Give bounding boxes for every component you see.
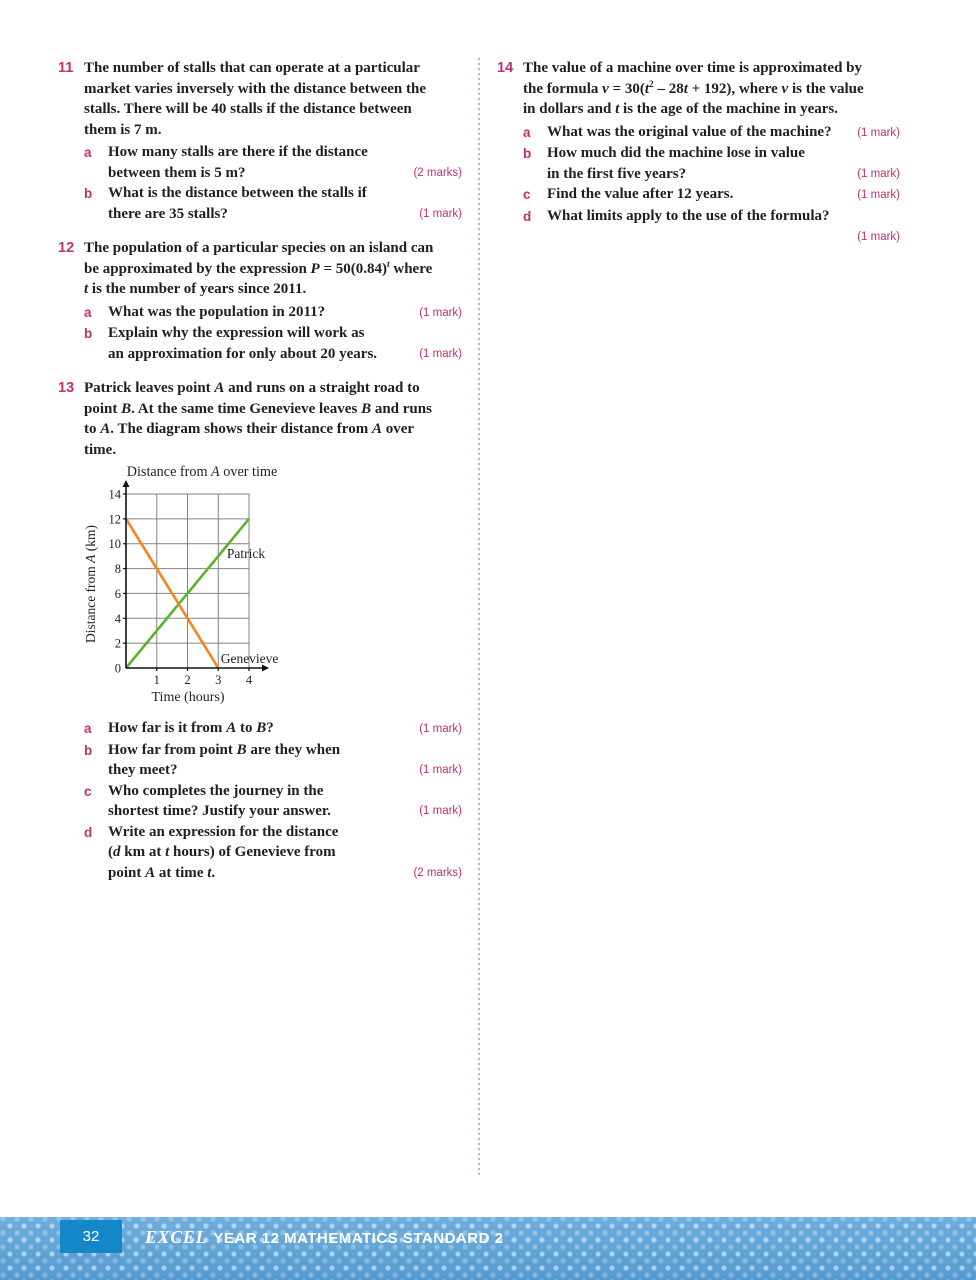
column-left — [58, 58, 462, 897]
question-intro: The number of stalls that can operate at a particular market varies inversely with the distance between the stalls. There will be 40 stalls if the distance between them is 7 m. — [84, 60, 427, 138]
part-c — [523, 184, 900, 206]
part-letter: a — [523, 124, 531, 140]
question-intro: The value of a machine over time is approximated by the formula $v = 30(t^2 - 28t + 192)$, where v is the value in dollars and t is the age of the machine in years. — [523, 60, 864, 117]
marks-label: (1 mark) — [419, 207, 462, 220]
part-letter: c — [84, 783, 92, 799]
question-14 — [497, 58, 900, 248]
part-text: Write an expression for the distance (d km at t hours) of Genevieve from point A at time t. — [108, 823, 339, 881]
part-b — [523, 143, 900, 184]
part-d — [84, 822, 462, 884]
x-tick-label: 1 — [153, 673, 160, 687]
part-letter: d — [523, 208, 532, 224]
y-tick-label: 14 — [108, 487, 121, 502]
question-parts — [84, 142, 462, 224]
genevieve-label: Genevieve — [220, 650, 279, 666]
part-a — [84, 142, 462, 183]
marks-label: (1 mark) — [419, 805, 462, 817]
marks-label: (1 mark) — [857, 167, 900, 180]
part-text: How far from point B are they when they meet? — [108, 741, 341, 778]
chart-title: Distance from A over time — [126, 464, 278, 480]
y-tick-label: 6 — [114, 586, 121, 601]
part-a — [84, 302, 462, 324]
part-b — [84, 323, 462, 364]
part-letter: c — [523, 187, 531, 202]
y-tick-label: 4 — [114, 611, 121, 626]
y-axis-label: Distance from A (km) — [84, 524, 98, 644]
marks-label: (1 mark) — [857, 126, 900, 139]
question-intro: Patrick leaves point A and runs on a straight road to point B. At the same time Genevieve leaves B and runs to A. The diagram shows their distance from A over time. — [84, 380, 432, 458]
question-11 — [58, 58, 462, 224]
marks-label: (1 mark) — [419, 764, 462, 776]
part-text: How much did the machine lose in value in the first five years? — [547, 145, 805, 182]
part-letter: b — [84, 186, 93, 201]
distance-time-chart — [84, 462, 320, 712]
question-intro: The population of a particular species on an island can be approximated by the expression $P = 50(0.84)^t$ where t is the number of years since 2011. — [84, 240, 434, 297]
question-parts — [84, 718, 462, 883]
marks-label: (2 marks) — [413, 866, 462, 879]
question-13 — [58, 378, 462, 883]
part-text: How far is it from A to B? — [108, 720, 274, 736]
part-d — [523, 206, 900, 248]
x-tick-label: 4 — [245, 673, 253, 687]
part-text: Explain why the expression will work as an approximation for only about 20 years. — [108, 325, 378, 362]
footer-band — [0, 1217, 976, 1280]
part-letter: a — [84, 721, 92, 736]
question-body — [84, 238, 462, 364]
question-body — [84, 378, 462, 883]
y-tick-label: 0 — [114, 661, 121, 676]
part-letter: a — [84, 304, 92, 320]
part-text: What limits apply to the use of the formula? — [547, 207, 830, 224]
x-tick-label: 2 — [184, 673, 191, 687]
part-letter: d — [84, 824, 93, 840]
marks-label: (1 mark) — [419, 723, 462, 735]
x-tick-label: 3 — [215, 673, 222, 687]
part-a — [84, 718, 462, 740]
part-text: How many stalls are there if the distance between them is 5 m? — [108, 144, 368, 181]
part-text: What is the distance between the stalls if there are 35 stalls? — [108, 185, 367, 222]
question-number: 11 — [58, 60, 74, 76]
question-body — [523, 58, 900, 248]
y-tick-label: 10 — [108, 537, 121, 552]
part-letter: b — [84, 742, 93, 758]
y-tick-label: 2 — [114, 636, 121, 651]
question-parts — [523, 122, 900, 248]
part-text: What was the population in 2011? — [108, 303, 326, 320]
part-text: What was the original value of the machine? — [547, 123, 832, 140]
question-body — [84, 58, 462, 224]
footer-brand: EXCEL — [145, 1227, 208, 1247]
page-number: 32 — [60, 1220, 122, 1253]
question-parts — [84, 302, 462, 365]
part-text: Find the value after 12 years. — [547, 186, 734, 202]
distance-time-chart-svg — [84, 462, 320, 710]
y-tick-label: 12 — [108, 512, 121, 527]
part-b — [84, 740, 462, 781]
patrick-label: Patrick — [226, 546, 266, 562]
marks-label: (1 mark) — [857, 231, 900, 243]
footer-title — [145, 1225, 503, 1251]
marks-label: (1 mark) — [419, 347, 462, 360]
marks-label: (1 mark) — [419, 306, 462, 319]
x-axis-label: Time (hours) — [151, 690, 225, 705]
question-number: 13 — [58, 380, 75, 396]
part-text: Who completes the journey in the shortest time? Justify your answer. — [108, 782, 331, 819]
y-axis-arrow — [123, 480, 130, 487]
marks-label: (2 marks) — [413, 166, 462, 179]
part-a — [523, 122, 900, 144]
footer-series-title: YEAR 12 MATHEMATICS STANDARD 2 — [213, 1230, 504, 1247]
question-12 — [58, 238, 462, 364]
question-number: 14 — [497, 60, 514, 76]
y-tick-label: 8 — [114, 562, 121, 577]
part-letter: b — [84, 326, 93, 341]
question-number: 12 — [58, 240, 75, 256]
part-letter: a — [84, 145, 92, 160]
part-letter: b — [523, 146, 532, 161]
column-divider — [478, 58, 480, 1176]
part-c — [84, 781, 462, 822]
part-b — [84, 183, 462, 224]
marks-label: (1 mark) — [857, 189, 900, 201]
column-right — [497, 58, 900, 262]
